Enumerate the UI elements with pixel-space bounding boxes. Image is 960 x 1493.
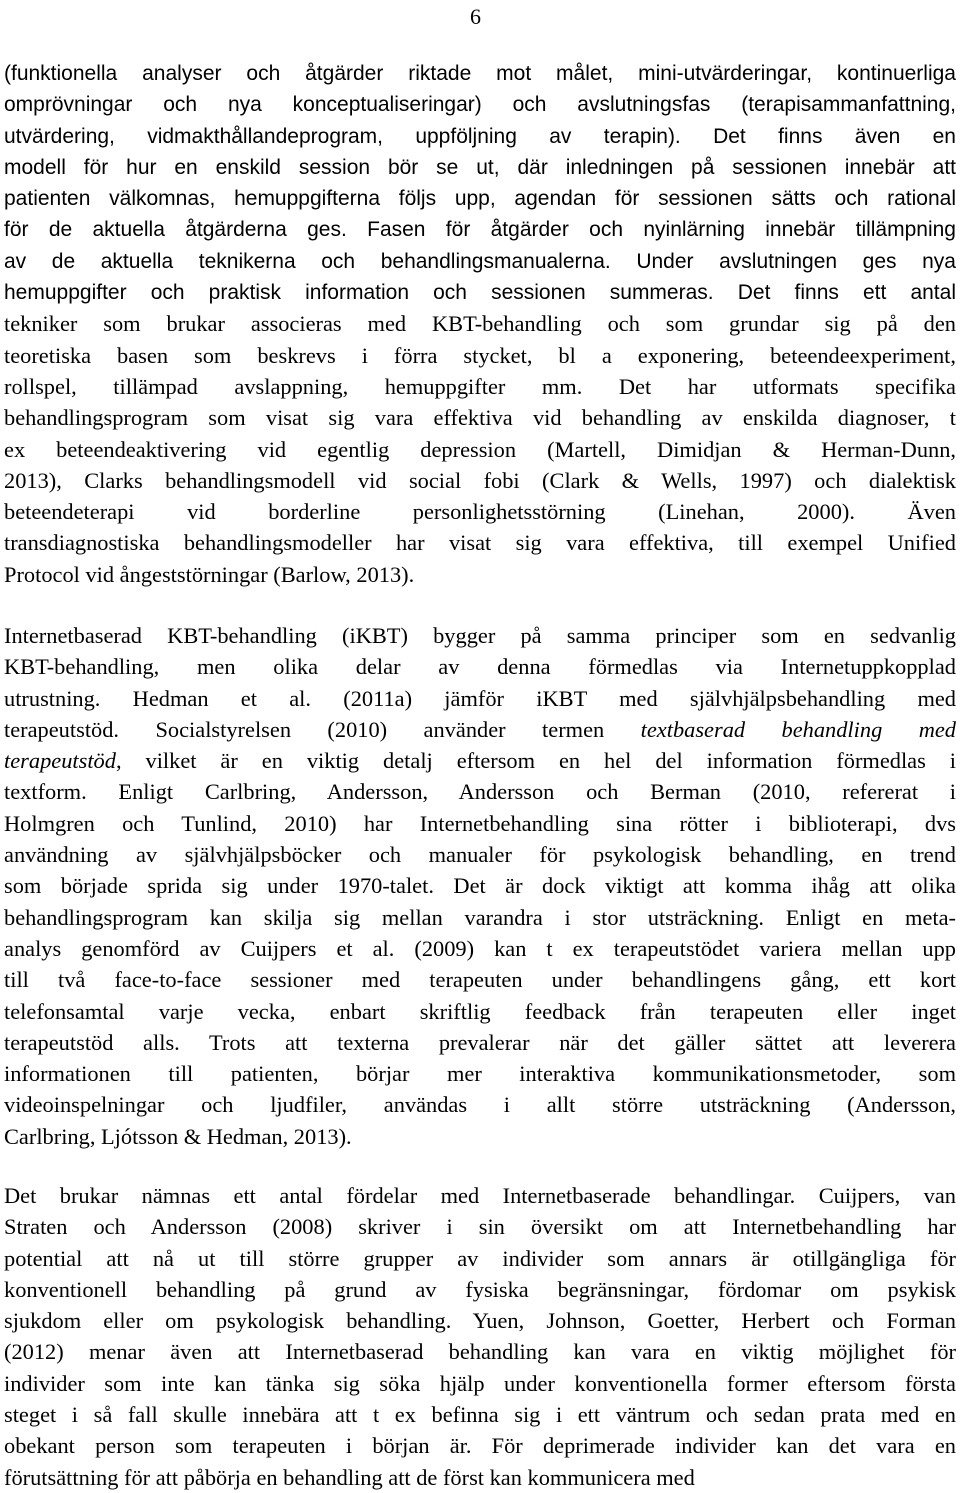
text-line: potential att nå ut till större grupper av individer som annars är otillgängliga för	[4, 1245, 956, 1271]
italic-term: textbaserad behandling med	[640, 716, 956, 742]
text-line: videoinspelningar och ljudfiler, användas i allt större utsträckning (Andersson,	[4, 1092, 956, 1118]
italic-term: terapeutstöd	[4, 748, 116, 774]
text-line: konventionell behandling på grund av fysiska begränsningar, fördomar om psykisk	[4, 1276, 956, 1302]
text-segment: terapeutstöd. Socialstyrelsen (2010) använder termen	[4, 716, 641, 742]
text-segment: , vilket är en viktig detalj eftersom en hel del information förmedlas i	[115, 748, 956, 774]
text-line: sjukdom eller om psykologisk behandling. Yuen, Johnson, Goetter, Herbert och Forman	[4, 1308, 956, 1334]
text-line: individer som inte kan tänka sig söka hjälp under konventionella former eftersom första	[4, 1370, 956, 1396]
paragraph-3	[4, 1180, 956, 1493]
text-line: Carlbring, Ljótsson & Hedman, 2013).	[4, 1123, 352, 1149]
text-line: hemuppgifter och praktisk information och sessionen summeras. Det finns ett antal	[4, 281, 956, 305]
text-line	[4, 714, 956, 745]
paragraph-1	[4, 58, 956, 590]
text-line: textform. Enligt Carlbring, Andersson, Andersson och Berman (2010, refererat i	[4, 779, 956, 805]
text-line: behandlingsprogram som visat sig vara effektiva vid behandling av enskilda diagnoser, t	[4, 405, 956, 431]
text-line: terapeutstöd alls. Trots att texterna prevalerar när det gäller sättet att leverera	[4, 1029, 956, 1055]
text-line: för de aktuella åtgärderna ges. Fasen för åtgärder och nyinlärning innebär tillämpning	[4, 218, 956, 242]
text-line: till två face-to-face sessioner med terapeuten under behandlingens gång, ett kort	[4, 967, 956, 993]
text-line: ex beteendeaktivering vid egentlig depression (Martell, Dimidjan & Herman-Dunn,	[4, 436, 956, 462]
text-line: utrustning. Hedman et al. (2011a) jämför iKBT med självhjälpsbehandling med	[4, 685, 956, 711]
text-line: informationen till patienten, börjar mer interaktiva kommunikationsmetoder, som	[4, 1061, 956, 1087]
text-line: användning av självhjälpsböcker och manualer för psykologisk behandling, en trend	[4, 842, 956, 868]
text-line: tekniker som brukar associeras med KBT-behandling och som grundar sig på den	[4, 311, 956, 337]
text-line: Det brukar nämnas ett antal fördelar med Internetbaserade behandlingar. Cuijpers, van	[4, 1183, 956, 1208]
text-line: Protocol vid ångeststörningar (Barlow, 2013).	[4, 561, 415, 587]
text-line: modell för hur en enskild session bör se ut, där inledningen på sessionen innebär att	[4, 155, 956, 179]
text-line: (funktionella analyser och åtgärder riktade mot målet, mini-utvärderingar, kontinuerliga	[4, 62, 956, 85]
text-line: Internetbaserad KBT-behandling (iKBT) bygger på samma principer som en sedvanlig	[4, 623, 956, 648]
text-line: rollspel, tillämpad avslappning, hemuppgifter mm. Det har utformats specifika	[4, 373, 956, 399]
text-line: analys genomförd av Cuijpers et al. (2009) kan t ex terapeutstödet variera mellan upp	[4, 935, 956, 961]
text-line: transdiagnostiska behandlingsmodeller har visat sig vara effektiva, till exempel Unified	[4, 530, 956, 556]
text-line: teoretiska basen som beskrevs i förra stycket, bl a exponering, beteendeexperiment,	[4, 342, 956, 368]
text-line: beteendeterapi vid borderline personlighetsstörning (Linehan, 2000). Även	[4, 499, 956, 525]
text-line: utvärdering, vidmakthållandeprogram, uppföljning av terapin). Det finns även en	[4, 124, 956, 148]
text-line: omprövningar och nya konceptualiseringar) och avslutningsfas (terapisammanfattning,	[4, 93, 956, 117]
text-line: förutsättning för att påbörja en behandling att de först kan kommunicera med	[4, 1464, 695, 1490]
text-line: Holmgren och Tunlind, 2010) har Internetbehandling sina rötter i biblioterapi, dvs	[4, 810, 956, 836]
paragraph-2	[4, 620, 956, 1152]
page-number: 6	[470, 4, 481, 29]
text-line: som började sprida sig under 1970-talet. Det är dock viktigt att komma ihåg att olika	[4, 873, 956, 899]
text-line: obekant person som terapeuten i början är. För deprimerade individer kan det vara en	[4, 1433, 956, 1459]
text-line: patienten välkomnas, hemuppgifterna följs upp, agendan för sessionen sätts och rational	[4, 187, 956, 211]
text-line: steget i så fall skulle innebära att t ex befinna sig i ett väntrum och sedan prata med en	[4, 1402, 956, 1428]
text-line: (2012) menar även att Internetbaserad behandling kan vara en viktig möjlighet för	[4, 1339, 956, 1365]
text-line: av de aktuella teknikerna och behandlingsmanualerna. Under avslutningen ges nya	[4, 249, 956, 273]
text-line: KBT-behandling, men olika delar av denna förmedlas via Internetuppkopplad	[4, 654, 956, 680]
text-line: 2013), Clarks behandlingsmodell vid social fobi (Clark & Wells, 1997) och dialektisk	[4, 467, 956, 493]
text-line: behandlingsprogram kan skilja sig mellan varandra i stor utsträckning. Enligt en meta-	[4, 904, 956, 930]
text-line	[4, 745, 956, 776]
text-line: telefonsamtal varje vecka, enbart skriftlig feedback från terapeuten eller inget	[4, 998, 956, 1024]
text-line: Straten och Andersson (2008) skriver i sin översikt om att Internetbehandling har	[4, 1214, 956, 1240]
